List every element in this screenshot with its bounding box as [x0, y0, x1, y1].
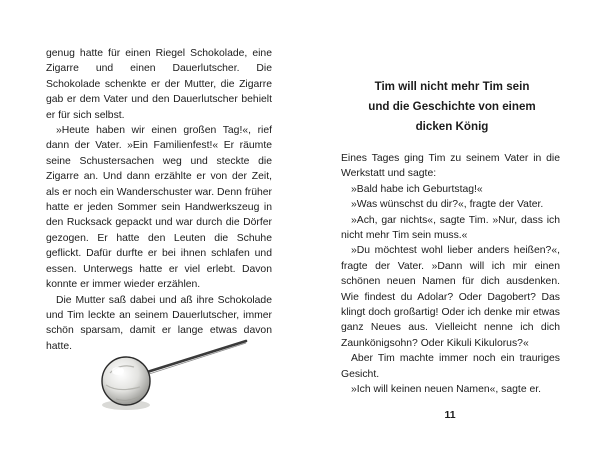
chapter-title	[336, 77, 568, 137]
right-paragraph-2: »Bald habe ich Geburtstag!«	[351, 183, 483, 195]
right-paragraph-5: »Du möchtest wohl lieber anders heißen?«, fragte der Vater. »Dann will ich mir einen schönen neuen Namen für dich ausdenken. Wie findest du Adolar? Oder Dagobert? Das klingt doch großartig! Oder ich denke mir etwas ganz Neues aus. Vielleicht nenne ich dich Zaunkönigsohn? Oder Kikuli Kikulorus?«	[341, 245, 560, 349]
right-paragraph-6: Aber Tim machte immer noch ein trauriges Gesicht.	[341, 353, 560, 380]
lollipop-icon	[96, 333, 256, 415]
right-paragraph-7: »Ich will keinen neuen Namen«, sagte er.	[351, 384, 542, 396]
left-page-text	[46, 46, 272, 354]
right-paragraph-4: »Ach, gar nichts«, sagte Tim. »Nur, dass ich nicht mehr Tim sein muss.«	[341, 214, 560, 242]
right-page	[300, 0, 600, 449]
right-page-text	[341, 151, 560, 398]
right-paragraph-3: »Was wünschst du dir?«, fragte der Vater.	[351, 199, 544, 211]
chapter-title-line-2: und die Geschichte von einem	[368, 100, 536, 113]
right-paragraph-1: Eines Tages ging Tim zu seinem Vater in die Werkstatt und sagte:	[341, 153, 560, 180]
page-number: 11	[444, 409, 456, 421]
left-paragraph-3: Die Mutter saß dabei und aß ihre Schokolade und Tim leckte an seinem Dauerlutscher, immer schön sparsam, damit er lange etwas davon hatte.	[46, 294, 272, 352]
chapter-title-line-3: dicken König	[415, 120, 489, 133]
chapter-title-line-1: Tim will nicht mehr Tim sein	[374, 80, 530, 93]
left-paragraph-2: »Heute haben wir einen großen Tag!«, rief dann der Vater. »Ein Familienfest!« Er räumte seine Schustersachen weg und steckte die Zigarre an. Und dann erzählte er von der Zeit, als er noch ein Wanderschuster war. Denn früher hatte er jeden Sommer sein Handwerkszeug in den Rucksack gepackt und war durch die Dörfer gezogen. Er hatte den Leuten die Schuhe geflickt. Dafür durfte er bei ihnen schlafen und essen. Unterwegs hatte er viel erlebt. Davon konnte er immer wieder erzählen.	[46, 125, 272, 291]
left-paragraph-1: genug hatte für einen Riegel Schokolade, eine Zigarre und einen Dauerlutscher. Die Schokolade schenkte er der Mutter, die Zigarre gab er dem Vater und den Dauerlutscher behielt er für sich selbst.	[46, 48, 272, 121]
